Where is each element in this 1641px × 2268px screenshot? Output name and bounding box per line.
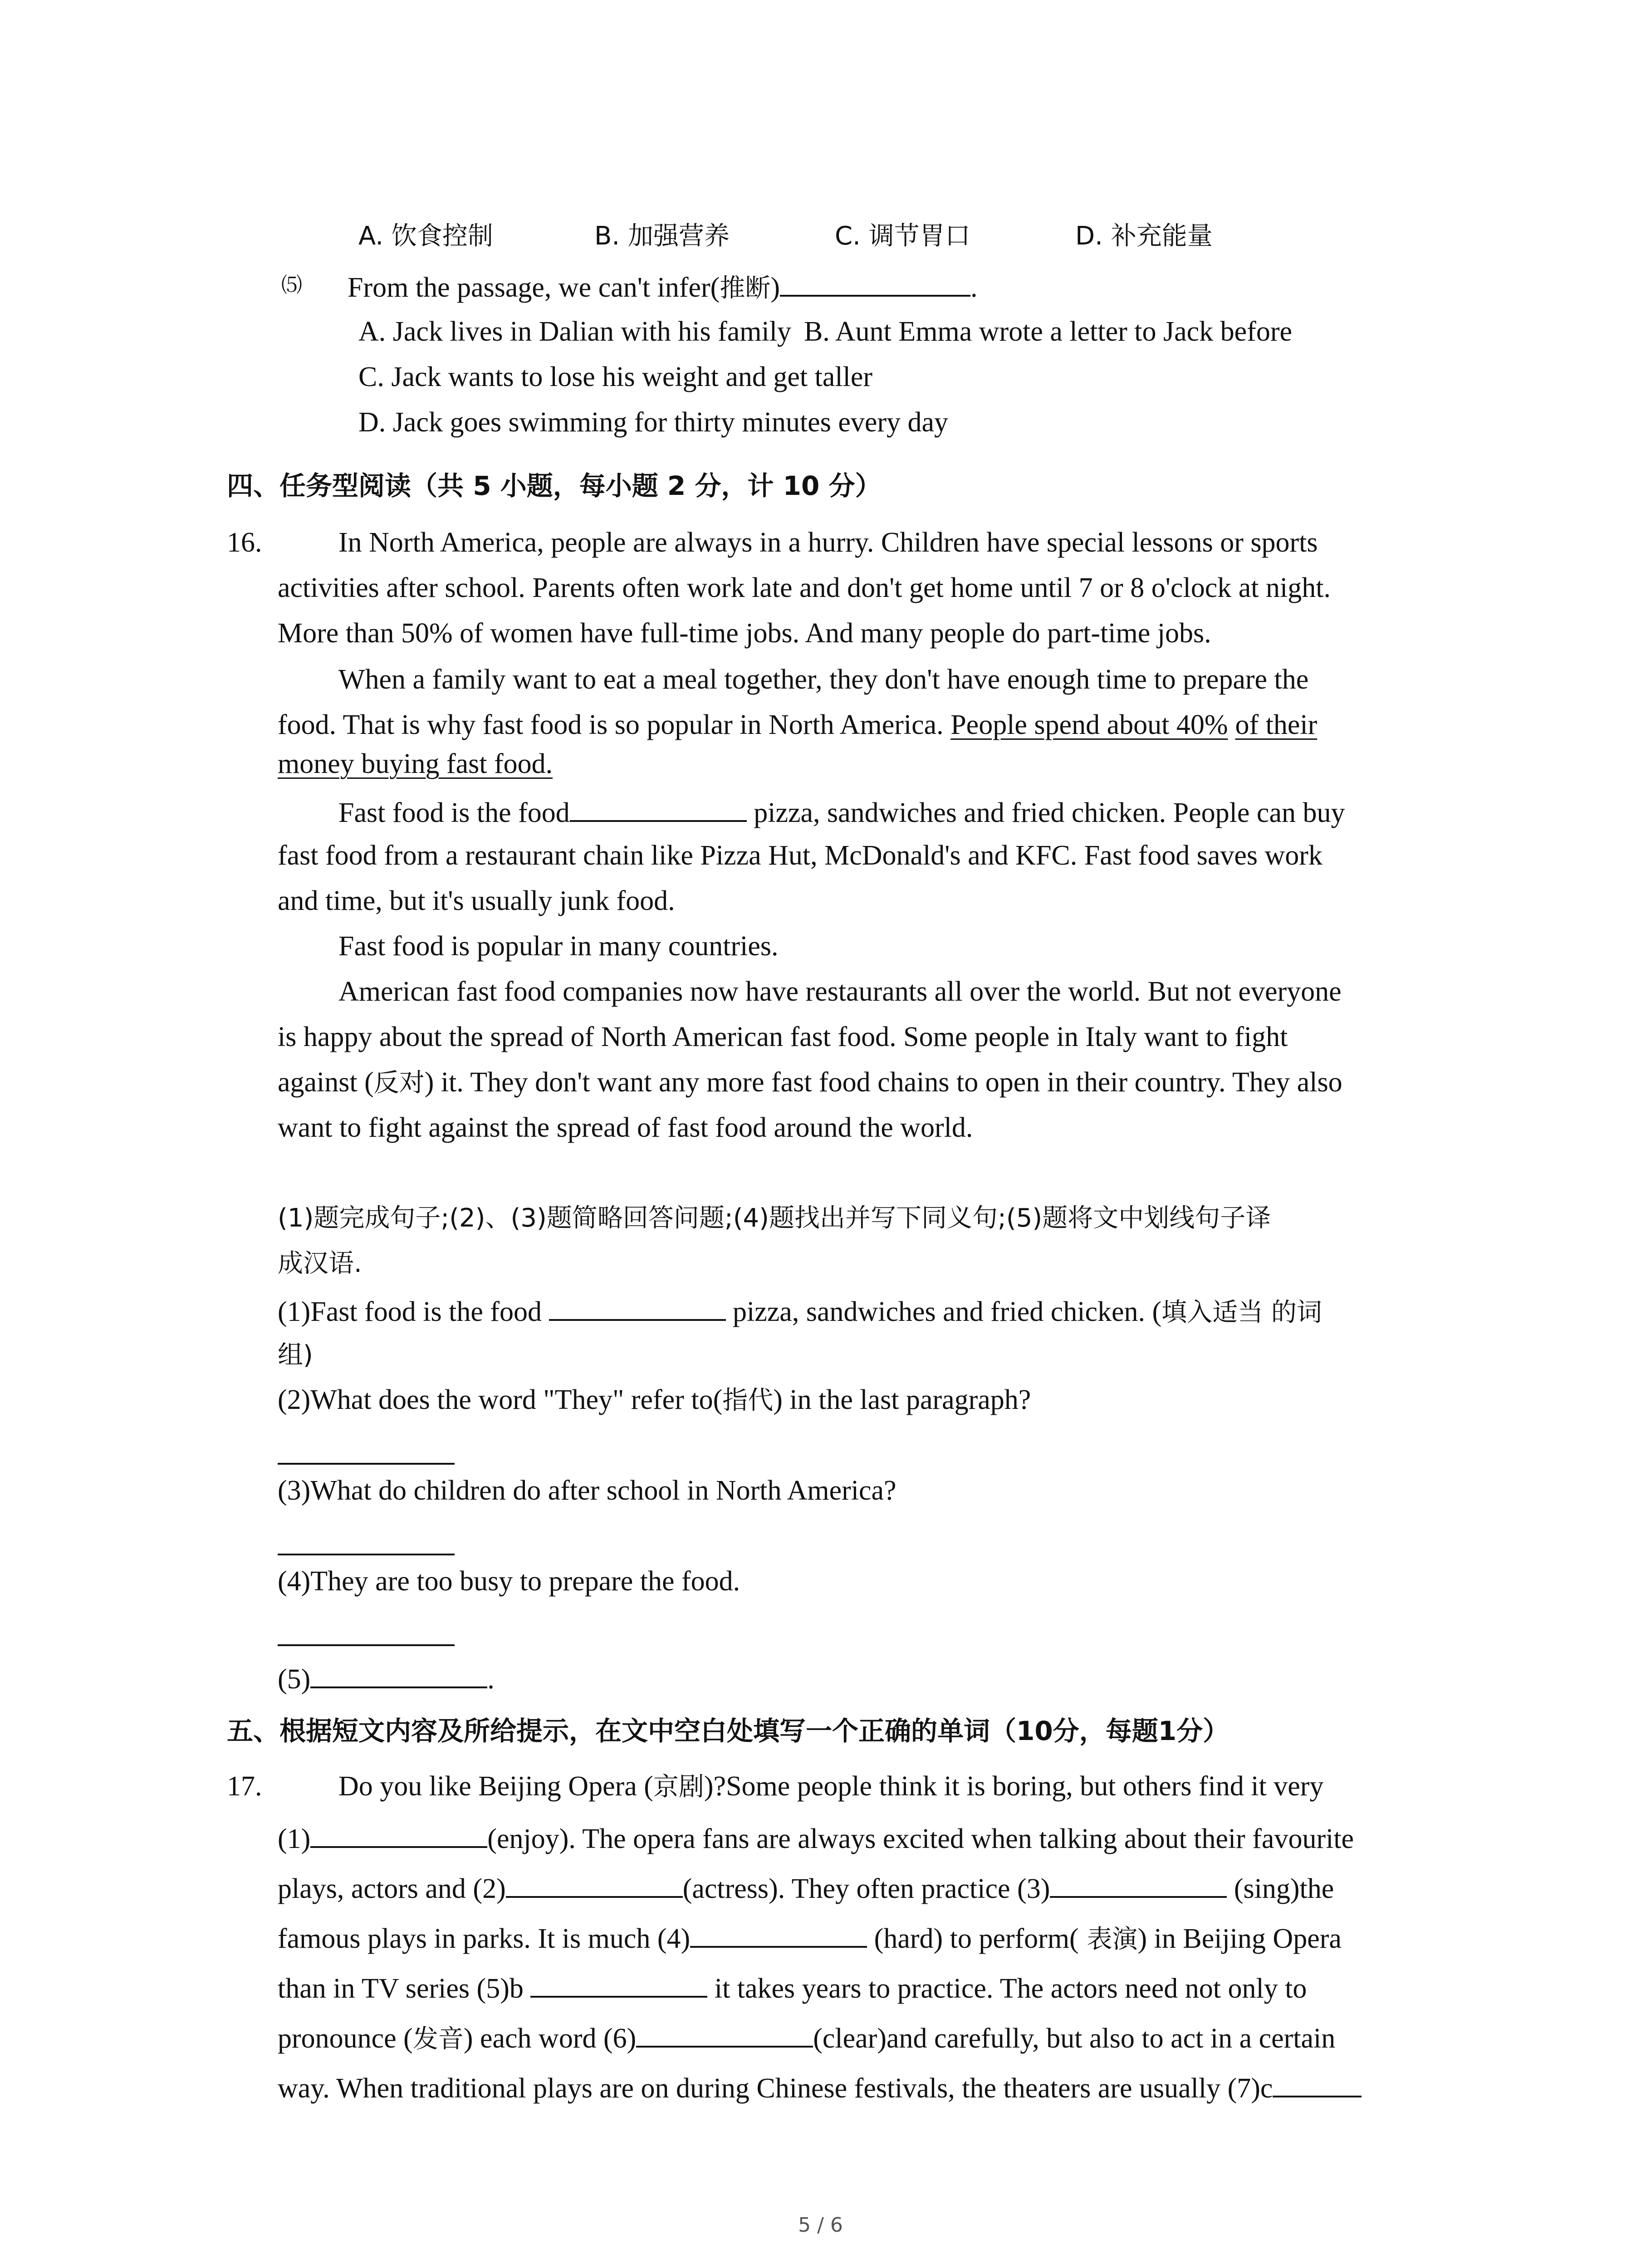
q16-p5-line2: is happy about the spread of North American fast food. Some people in Italy want to fight <box>278 1022 1288 1052</box>
q16-instructions-text1: (1)题完成句子;(2)、(3)题简略回答问题;(4)题找出并写下同义句;(5)题将文中划线句子译 <box>278 1203 1271 1233</box>
q16-instructions-line1 <box>278 1201 1271 1235</box>
q16-sub2-pre: (2)What does the word "They" refer to( <box>278 1384 723 1415</box>
q16-sub2-answer-blank[interactable] <box>278 1463 455 1465</box>
q16-sub1 <box>278 1293 1322 1329</box>
q15-5-stem-close: ) <box>770 272 780 303</box>
q15-option-d: D. 补充能量 <box>1075 221 1213 251</box>
q17-blank-6[interactable] <box>636 2019 813 2048</box>
q17-line1-pre: Do you like Beijing Opera ( <box>338 1771 653 1802</box>
page-number: 5 / 6 <box>798 2214 843 2237</box>
q16-p2-line3 <box>278 748 553 780</box>
q16-sub1-line2 <box>278 1338 313 1372</box>
q16-underlined-sentence-part3: money buying fast food. <box>278 748 553 779</box>
q15-option-b: B. 加强营养 <box>594 221 730 251</box>
q17-line3 <box>278 1870 1334 1905</box>
section4-header: 四、任务型阅读（共 5 小题，每小题 2 分，计 10 分） <box>227 470 882 501</box>
q17-line4-cjk: 表演 <box>1078 1925 1138 1954</box>
q17-line2 <box>278 1820 1354 1855</box>
q16-p3-line1-pre: Fast food is the food <box>338 797 570 828</box>
q15-5-label: ⑸ <box>281 273 302 297</box>
q16-p1-line1: In North America, people are always in a hurry. Children have special lessons or sports <box>338 527 1318 558</box>
q15-option-a: A. 饮食控制 <box>358 221 493 251</box>
q17-line3-c: (sing)the <box>1227 1873 1334 1904</box>
q15-option-c: C. 调节胃口 <box>835 221 970 251</box>
q17-line6-cjk: 发音 <box>412 2024 464 2054</box>
q17-line2-b: (enjoy). The opera fans are always excited when talking about their favourite <box>487 1823 1354 1854</box>
q17-line2-a: (1) <box>278 1823 311 1854</box>
q16-passage-blank[interactable] <box>570 794 747 822</box>
q16-sub1-hint: 填入适当 的词 <box>1161 1298 1322 1327</box>
q17-line4-b: (hard) to perform( <box>867 1923 1079 1954</box>
q16-p5-line4: want to fight against the spread of fast food around the world. <box>278 1112 973 1143</box>
q16-sub1-post: pizza, sandwiches and fried chicken. ( <box>725 1296 1162 1327</box>
q17-line7 <box>278 2069 1362 2105</box>
q17-blank-2[interactable] <box>506 1870 683 1898</box>
q17-line1 <box>338 1770 1323 1804</box>
q16-sub5-pre: (5) <box>278 1664 311 1695</box>
q16-sub2-post: ) in the last paragraph? <box>773 1384 1031 1415</box>
q16-p2-line2 <box>278 709 1317 741</box>
q16-p3-line1 <box>338 794 1345 829</box>
q17-blank-5[interactable] <box>530 1970 707 1998</box>
q16-sub2-cjk: 指代 <box>722 1386 774 1415</box>
q15-5-option-b: B. Aunt Emma wrote a letter to Jack before <box>803 316 1292 347</box>
q17-line1-cjk: 京剧 <box>653 1772 704 1802</box>
q17-line7-a: way. When traditional plays are on during Chinese festivals, the theaters are usually (7)c <box>278 2073 1273 2104</box>
q16-p2-line1: When a family want to eat a meal together, they don't have enough time to prepare the <box>338 664 1309 695</box>
q17-line1-post: )?Some people think it is boring, but others find it very <box>704 1771 1324 1802</box>
q16-sub1-pre: (1)Fast food is the food <box>278 1296 549 1327</box>
q15-5-stem-text: From the passage, we can't infer( <box>348 272 720 303</box>
q15-5-option-a: A. Jack lives in Dalian with his family <box>358 316 791 347</box>
q16-sub2 <box>278 1383 1031 1417</box>
q16-number: 16. <box>227 527 262 558</box>
q16-underlined-sentence-part1: People spend about 40% <box>950 709 1228 740</box>
q17-line6 <box>278 2019 1335 2056</box>
q17-line5 <box>278 1970 1307 2005</box>
q15-5-option-d: D. Jack goes swimming for thirty minutes every day <box>358 407 949 438</box>
q16-p4: Fast food is popular in many countries. <box>338 931 779 962</box>
q17-blank-4[interactable] <box>690 1920 867 1948</box>
q16-sub5-blank[interactable] <box>310 1660 487 1688</box>
q17-number: 17. <box>227 1771 262 1802</box>
q15-5-stem-cjk: 推断 <box>720 274 771 303</box>
q16-p5-line3-post: ) it. They don't want any more fast food chains to open in their country. They also <box>424 1067 1342 1098</box>
q16-sub4-answer-blank[interactable] <box>278 1644 455 1646</box>
q16-p5-line3-cjk: 反对 <box>373 1068 425 1098</box>
q15-5-option-c: C. Jack wants to lose his weight and get taller <box>358 362 872 392</box>
q15-5-stem <box>348 269 977 305</box>
q16-p1-line3: More than 50% of women have full-time jobs. And many people do part-time jobs. <box>278 618 1211 649</box>
q16-sub1-hint-end: 组) <box>278 1340 313 1370</box>
q16-p5-line3-pre: against ( <box>278 1067 374 1098</box>
q16-p2-line2-text: food. That is why fast food is so popular in North America. <box>278 709 951 740</box>
q16-sub5 <box>278 1660 495 1696</box>
q16-instructions-line2 <box>278 1246 362 1280</box>
q17-blank-7[interactable] <box>1273 2069 1362 2097</box>
q16-sub4: (4)They are too busy to prepare the food. <box>278 1566 740 1597</box>
q16-p3-line2: fast food from a restaurant chain like Pizza Hut, McDonald's and KFC. Fast food saves work <box>278 840 1323 871</box>
q17-line6-a: pronounce ( <box>278 2023 413 2054</box>
q17-line6-b: ) each word (6) <box>463 2023 637 2054</box>
q15-5-stem-end: . <box>970 272 978 303</box>
q17-line6-c: (clear)and carefully, but also to act in a certain <box>813 2023 1336 2054</box>
q17-line5-a: than in TV series (5)b <box>278 1973 531 2004</box>
q16-underlined-sentence-part2: of their <box>1235 709 1318 740</box>
q16-sub3-answer-blank[interactable] <box>278 1554 455 1555</box>
q16-p1-line2: activities after school. Parents often work late and don't get home until 7 or 8 o'clock at night. <box>278 572 1331 603</box>
q15-5-options-ab <box>358 315 1292 348</box>
q17-blank-1[interactable] <box>310 1820 487 1848</box>
q17-line5-b: it takes years to practice. The actors need not only to <box>707 1973 1307 2004</box>
q17-blank-3[interactable] <box>1050 1870 1227 1898</box>
q17-line3-a: plays, actors and (2) <box>278 1873 506 1904</box>
q16-p3-line3: and time, but it's usually junk food. <box>278 885 675 916</box>
q17-line4-c: ) in Beijing Opera <box>1137 1923 1342 1954</box>
q16-p5-line3 <box>278 1066 1342 1100</box>
q16-p5-line1: American fast food companies now have restaurants all over the world. But not everyone <box>338 976 1342 1007</box>
q17-line3-b: (actress). They often practice (3) <box>682 1873 1050 1904</box>
q17-line4 <box>278 1920 1342 1956</box>
q16-instructions-text2: 成汉语. <box>278 1249 362 1278</box>
q15-5-answer-blank[interactable] <box>780 269 970 297</box>
section5-header: 五、根据短文内容及所给提示，在文中空白处填写一个正确的单词（10分，每题1分） <box>227 1716 1230 1746</box>
q16-sub5-end: . <box>487 1664 495 1695</box>
q16-sub1-blank[interactable] <box>549 1293 726 1321</box>
q16-sub3: (3)What do children do after school in North America? <box>278 1475 896 1506</box>
q16-p3-line1-post: pizza, sandwiches and fried chicken. People can buy <box>746 797 1345 828</box>
q17-line4-a: famous plays in parks. It is much (4) <box>278 1923 691 1954</box>
